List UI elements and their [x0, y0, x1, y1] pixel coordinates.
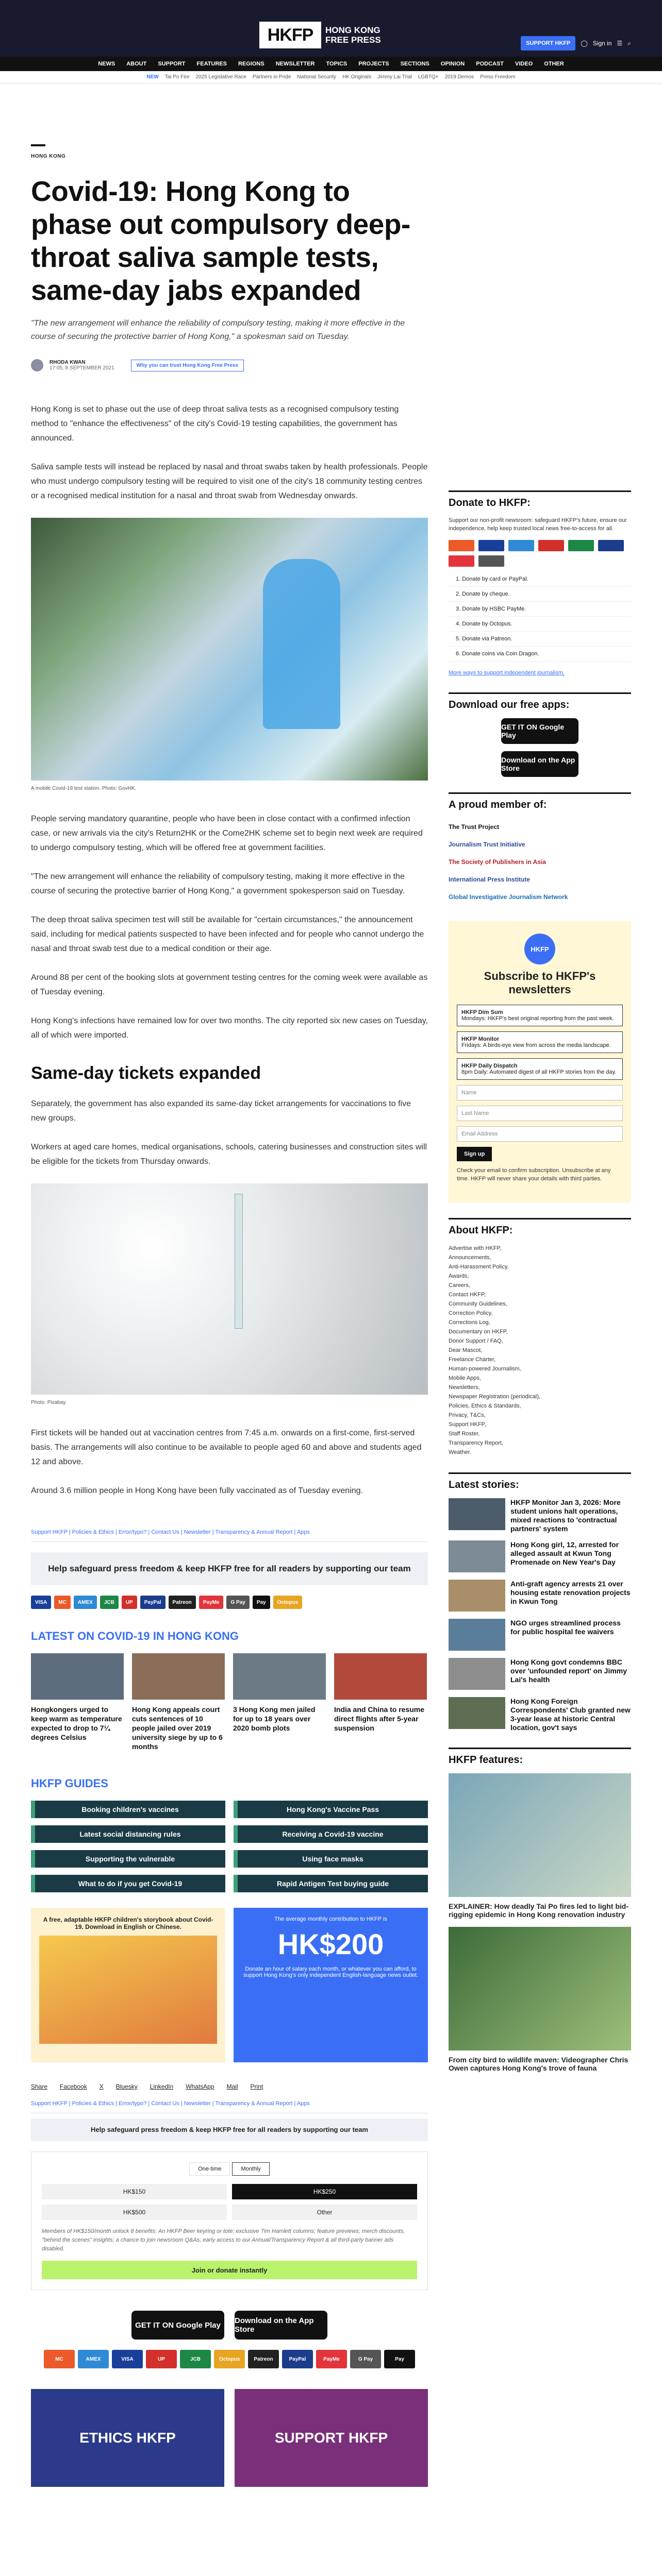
story-title[interactable]: Anti-graft agency arrests 21 over housing estate renovation projects in Kwun Tong	[510, 1580, 631, 1605]
about-link[interactable]: Documentary on HKFP,	[449, 1329, 508, 1335]
signup-note: Check your email to confirm subscription. Unsubscribe at any time. HKFP will never share your details with third parties.	[457, 1167, 611, 1182]
mastercard-icon: MC	[54, 1596, 71, 1609]
paragraph: Hong Kong is set to phase out the use of deep throat saliva tests as a recognised compulsory testing method to "enhance the effectiveness" of the city's Covid-19 testing capabilities, the government has announced.	[31, 405, 399, 443]
logo-text: HONG KONG FREE PRESS	[325, 25, 381, 45]
donate-method[interactable]: 5. Donate via Patreon.	[449, 632, 631, 647]
first-name-field[interactable]: Name	[457, 1085, 623, 1100]
app-store-buttons	[31, 2311, 428, 2340]
nav-sections[interactable]: SECTIONS	[400, 61, 429, 67]
story-thumb	[449, 1580, 505, 1612]
card-image	[31, 1653, 124, 1700]
amex-icon: AMEX	[78, 2350, 109, 2368]
support-hkfp-button[interactable]: SUPPORT HKFP	[521, 36, 575, 50]
feature-title[interactable]: EXPLAINER: How deadly Tai Po fires led to light bid-rigging epidemic in Hong Kong renovation industry	[449, 1902, 628, 1919]
story-title[interactable]: Hong Kong govt condemns BBC over 'unfounded report' on Jimmy Lai's health	[510, 1658, 627, 1684]
card-title[interactable]: India and China to resume direct flights after 5-year suspension	[334, 1705, 425, 1732]
paragraph: People serving mandatory quarantine, people who have been in close contact with a confirmed infection case, or new arrivals via the city's Return2HK or the Come2HK scheme set to begin next week are required to undergo compulsory testing, which will be offered free at government facilities.	[31, 815, 423, 852]
unionpay-icon: UP	[122, 1596, 137, 1609]
trending-link[interactable]: Tai Po Fire	[164, 74, 190, 80]
share-label: Share	[31, 2083, 48, 2090]
nav-topics[interactable]: TOPICS	[326, 61, 347, 67]
donate-method[interactable]: 3. Donate by HSBC PayMe.	[449, 602, 631, 617]
guide-button[interactable]: Rapid Antigen Test buying guide	[234, 1875, 428, 1892]
news-card[interactable]	[31, 1653, 124, 1751]
about-link[interactable]: Staff Roster,	[449, 1431, 480, 1437]
member-logo[interactable]: International Press Institute	[449, 876, 531, 883]
about-link[interactable]: Newsletters,	[449, 1384, 480, 1391]
mastercard-icon: MC	[44, 2350, 75, 2368]
nav-projects[interactable]: PROJECTS	[358, 61, 389, 67]
applepay-icon: Pay	[384, 2350, 415, 2368]
story-title[interactable]: Hong Kong girl, 12, arrested for alleged assault at Kwun Tong Promenade on New Year's Day	[510, 1540, 619, 1566]
article	[31, 83, 428, 2487]
card-title[interactable]: 3 Hong Kong men jailed for up to 18 years over 2020 bomb plots	[233, 1705, 316, 1732]
story-thumb	[449, 1540, 505, 1572]
google-play-button[interactable]	[131, 2311, 224, 2340]
share-mail[interactable]: Mail	[226, 2083, 238, 2090]
byline	[31, 359, 428, 371]
author-name[interactable]: RHODA KWAN	[49, 360, 86, 365]
paragraph: Hong Kong's infections have remained low for over two months. The city reported six new cases on Tuesday, all of which were imported.	[31, 1016, 428, 1040]
trending-link[interactable]: 2025 Legislative Race	[195, 74, 246, 80]
amount-option[interactable]: HK$150	[42, 2184, 227, 2199]
tab-one-time[interactable]: One-time	[189, 2162, 230, 2176]
applepay-icon: Pay	[253, 1596, 270, 1609]
donate-method[interactable]: 4. Donate by Octopus.	[449, 617, 631, 632]
footer-links-2[interactable]: Support HKFP | Policies & Ethics | Error/typo? | Contact Us | Newsletter | Transparency & Annual Report | Apps	[31, 2100, 428, 2113]
about-list	[449, 1244, 631, 1457]
mastercard-icon	[449, 540, 474, 551]
trending-link[interactable]: LGBTQ+	[418, 74, 439, 80]
gpay-icon: G Pay	[350, 2350, 381, 2368]
site-header	[0, 0, 662, 57]
nav-features[interactable]: FEATURES	[196, 61, 227, 67]
story-title[interactable]: HKFP Monitor Jan 3, 2026: More student unions halt operations, mixed reactions to 'contractual partners' system	[510, 1498, 621, 1533]
share-facebook[interactable]: Facebook	[60, 2083, 87, 2090]
newsletter-desc: Mondays: HKFP's best original reporting from the past week.	[461, 1015, 614, 1022]
trending-bar	[0, 71, 662, 83]
main-nav	[0, 57, 662, 71]
bottom-banners	[31, 2389, 428, 2487]
guide-button[interactable]: Using face masks	[234, 1850, 428, 1868]
app-store-button[interactable]: Download on the App Store	[501, 751, 578, 777]
logo-mark: HKFP	[259, 22, 321, 48]
donate-text[interactable]: Support our non-profit newsroom: safeguard HKFP's future, ensure our independence, help keep trusted local news free-to-access for all.	[449, 517, 627, 532]
nav-about[interactable]: ABOUT	[126, 61, 147, 67]
nav-video[interactable]: VIDEO	[515, 61, 533, 67]
trending-link[interactable]: Press Freedom	[480, 74, 516, 80]
visa-icon: VISA	[31, 1596, 51, 1609]
guides-heading: HKFP GUIDES	[31, 1777, 108, 1790]
member-title: A proud member of:	[449, 799, 547, 810]
hkfp-badge: HKFP	[524, 934, 555, 964]
paragraph: "The new arrangement will enhance the reliability of compulsory testing, making it more effective in the course of securing the protective barrier of Hong Kong," a government spokesperson said on Tuesday.	[31, 872, 405, 895]
member-logo[interactable]: The Trust Project	[449, 823, 500, 831]
guide-button[interactable]: What to do if you get Covid-19	[31, 1875, 225, 1892]
newsletter-name: HKFP Dim Sum	[461, 1009, 503, 1015]
sign-in-link[interactable]: Sign in	[592, 40, 612, 47]
about-link[interactable]: Awards,	[449, 1273, 469, 1279]
article-title: Covid-19: Hong Kong to phase out compulsory deep-throat saliva sample tests, same-day jabs expanded	[31, 175, 410, 306]
donate-section	[449, 490, 631, 677]
news-card[interactable]	[233, 1653, 326, 1751]
donate-amounts	[42, 2184, 417, 2220]
story-item[interactable]	[449, 1658, 631, 1690]
paragraph: First tickets will be handed out at vaccination centres from 7:45 a.m. onwards on a first-come, first-served basis. The arrangements will also continue to be available to people aged 60 and above and students aged 12 and above.	[31, 1429, 422, 1466]
nav-newsletter[interactable]: NEWSLETTER	[275, 61, 315, 67]
about-link[interactable]: Correction Policy,	[449, 1310, 493, 1316]
card-image	[334, 1653, 427, 1700]
about-link[interactable]: Anti-Harassment Policy,	[449, 1264, 509, 1270]
about-link[interactable]: Community Guidelines,	[449, 1301, 507, 1307]
nav-news[interactable]: NEWS	[98, 61, 115, 67]
newsletter-name: HKFP Daily Dispatch	[461, 1063, 518, 1069]
paragraph: Saliva sample tests will instead be replaced by nasal and throat swabs taken by health professionals. People who must undergo compulsory testing will be required to visit one of the city's 18 community testing centres or a recognised medical institution for a nasal and throat swab from Wednesday onwards.	[31, 463, 428, 500]
card-image	[132, 1653, 225, 1700]
ethics-banner[interactable]: ETHICS HKFP	[31, 2389, 224, 2487]
unionpay-icon	[538, 540, 564, 551]
about-link[interactable]: Announcements,	[449, 1255, 491, 1261]
octopus-icon: Octopus	[214, 2350, 245, 2368]
guide-button[interactable]: Supporting the vulnerable	[31, 1850, 225, 1868]
news-card[interactable]	[334, 1653, 427, 1751]
storybook-image	[39, 1936, 217, 2044]
about-link[interactable]: Transparency Report,	[449, 1440, 503, 1446]
paypal-icon: PayPal	[282, 2350, 313, 2368]
payme-icon: PayMe	[316, 2350, 347, 2368]
about-link[interactable]: Support HKFP,	[449, 1421, 486, 1428]
amount-option[interactable]: Other	[232, 2205, 417, 2220]
about-link[interactable]: Donor Support / FAQ,	[449, 1338, 503, 1344]
payment-icons-2	[31, 2350, 428, 2368]
menu-icon[interactable]: ☰	[617, 40, 623, 47]
nav-regions[interactable]: REGIONS	[238, 61, 264, 67]
story-thumb	[449, 1498, 505, 1530]
share-x[interactable]: X	[99, 2083, 104, 2090]
about-title: About HKFP:	[449, 1225, 513, 1236]
guide-button[interactable]: Receiving a Covid-19 vaccine	[234, 1825, 428, 1843]
about-link[interactable]: Careers,	[449, 1282, 471, 1289]
about-link[interactable]: Human-powered Journalism,	[449, 1366, 521, 1372]
jcb-icon	[568, 540, 594, 551]
jcb-icon: JCB	[180, 2350, 211, 2368]
promo-banners	[31, 1908, 428, 2062]
sidebar	[449, 83, 631, 2487]
app-store-label: Download on the App Store	[235, 2311, 327, 2340]
payme-icon: PayMe	[199, 1596, 224, 1609]
join-donate-button[interactable]: Join or donate instantly	[42, 2261, 417, 2279]
amex-icon: AMEX	[74, 1596, 97, 1609]
story-thumb	[449, 1619, 505, 1651]
about-link[interactable]: Corrections Log,	[449, 1319, 490, 1326]
story-title[interactable]: NGO urges streamlined process for public hospital fee waivers	[510, 1619, 621, 1636]
header-search-icon[interactable]: ⌕	[627, 39, 631, 47]
safeguard-banner-2[interactable]: Help safeguard press freedom & keep HKFP free for all readers by supporting our team	[31, 2119, 428, 2141]
story-title[interactable]: Hong Kong Foreign Correspondents' Club granted new 3-year lease at historic Central location, gov't says	[510, 1697, 631, 1732]
card-image	[233, 1653, 326, 1700]
contribution-amount: HK$200	[277, 1928, 384, 1960]
contribution-promo[interactable]	[234, 1908, 428, 2062]
feature-title[interactable]: From city bird to wildlife maven: Videographer Chris Owen captures Hong Kong's trove of fauna	[449, 2056, 628, 2072]
trending-link[interactable]: Jimmy Lai Trial	[377, 74, 412, 80]
about-link[interactable]: Newspaper Registration (periodical),	[449, 1394, 540, 1400]
app-store-button[interactable]	[235, 2311, 327, 2340]
newsletter-option[interactable]	[457, 1058, 623, 1080]
contribution-label: The average monthly contribution to HKFP is	[274, 1916, 387, 1922]
share-bluesky[interactable]: Bluesky	[115, 2083, 138, 2090]
donate-title: Donate to HKFP:	[449, 497, 531, 509]
apps-section	[449, 692, 631, 777]
nav-podcast[interactable]: PODCAST	[476, 61, 504, 67]
article-category[interactable]: HONG KONG	[31, 154, 66, 159]
paragraph: Around 3.6 million people in Hong Kong have been fully vaccinated as of Tuesday evening.	[31, 1486, 363, 1495]
google-play-button[interactable]: GET IT ON Google Play	[501, 718, 578, 744]
features-title: HKFP features:	[449, 1754, 523, 1766]
sidebar-payment-icons	[449, 540, 631, 567]
newsletter-name: HKFP Monitor	[461, 1036, 500, 1042]
gpay-icon	[478, 555, 504, 567]
why-trust-button[interactable]: Why you can trust Hong Kong Free Press	[131, 360, 244, 371]
donate-method[interactable]: 2. Donate by cheque.	[449, 587, 631, 602]
newsletter-signup	[449, 921, 631, 1202]
google-play-label: GET IT ON Google Play	[131, 2311, 224, 2340]
site-logo[interactable]	[259, 22, 403, 48]
payment-icons	[31, 1596, 428, 1609]
newsletter-option[interactable]	[457, 1005, 623, 1026]
newsletter-desc: Fridays: A birds-eye view from across the media landscape.	[461, 1042, 611, 1048]
about-link[interactable]: Mobile Apps,	[449, 1375, 481, 1381]
about-link[interactable]: Dear Mascot,	[449, 1347, 483, 1353]
about-link[interactable]: Weather.	[449, 1449, 471, 1455]
member-section	[449, 792, 631, 906]
latest-covid-heading[interactable]: LATEST ON COVID-19 IN HONG KONG	[31, 1630, 239, 1642]
story-item[interactable]	[449, 1580, 631, 1612]
last-name-field[interactable]: Last Name	[457, 1106, 623, 1121]
features-section	[449, 1748, 631, 2072]
apps-title: Download our free apps:	[449, 699, 570, 710]
patreon-icon: Patreon	[169, 1596, 196, 1609]
unionpay-icon: UP	[146, 2350, 177, 2368]
donate-tabs	[42, 2162, 417, 2176]
latest-covid-list	[31, 1653, 428, 1751]
guide-button[interactable]: Latest social distancing rules	[31, 1825, 225, 1843]
author-avatar	[31, 359, 43, 371]
amount-option[interactable]: HK$500	[42, 2205, 227, 2220]
new-label: NEW	[146, 74, 159, 80]
more-ways-link[interactable]: More ways to support independent journalism.	[449, 670, 565, 676]
newsletter-desc: 8pm Daily: Automated digest of all HKFP stories from the day.	[461, 1069, 617, 1075]
card-title[interactable]: Hong Kong appeals court cuts sentences of 10 people jailed over 2019 university siege by up to 6 months	[132, 1705, 223, 1751]
jcb-icon: JCB	[100, 1596, 119, 1609]
payme-icon	[449, 555, 474, 567]
testing-station-photo	[31, 518, 428, 781]
vaccine-syringe-photo	[31, 1183, 428, 1395]
guide-button[interactable]: Booking children's vaccines	[31, 1801, 225, 1818]
paypal-icon: PayPal	[140, 1596, 166, 1609]
paragraph: Separately, the government has also expanded its same-day ticket arrangements for vaccinations to five new groups.	[31, 1099, 411, 1123]
newsletter-title: Subscribe to HKFP's newsletters	[484, 970, 596, 996]
donate-note: Members of HK$150/month unlock 8 benefits: An HKFP Beer keyring or tote; exclusive Tim Hamlett columns; feature previews; merch discounts, "behind the scenes" insights; a chance to join newsroom Q&As; early access to our Annual/Transparency Report & all third-party banner ads disabled.	[42, 2228, 405, 2252]
nav-support[interactable]: SUPPORT	[158, 61, 186, 67]
story-thumb	[449, 1658, 505, 1690]
about-section	[449, 1218, 631, 1457]
tab-monthly[interactable]: Monthly	[232, 2162, 270, 2176]
paragraph: Around 88 per cent of the booking slots at government testing centres for the coming week were available as of Tuesday evening.	[31, 973, 428, 996]
nav-opinion[interactable]: OPINION	[440, 61, 465, 67]
publish-date: 17:05, 8 SEPTEMBER 2021	[49, 365, 114, 371]
email-field[interactable]: Email Address	[457, 1126, 623, 1142]
contribution-text: Donate an hour of salary each month, or whatever you can afford, to support Hong Kong's only independent English-language news outlet.	[243, 1966, 419, 1978]
sign-up-button[interactable]: Sign up	[457, 1147, 492, 1161]
article-lede: "The new arrangement will enhance the reliability of compulsory testing, making it more effective in the course of securing the protective barrier of Hong Kong," a spokesman said on Tuesday.	[31, 319, 405, 341]
section-heading: Same-day tickets expanded	[31, 1063, 261, 1083]
amex-icon	[508, 540, 534, 551]
safeguard-banner[interactable]: Help safeguard press freedom & keep HKFP free for all readers by supporting our team	[31, 1552, 428, 1585]
about-link[interactable]: Privacy, T&Cs,	[449, 1412, 486, 1418]
guides-grid	[31, 1801, 428, 1892]
trending-link[interactable]: HK Originals	[342, 74, 372, 80]
visa-icon: VISA	[112, 2350, 143, 2368]
card-title[interactable]: Hongkongers urged to keep warm as temperature expected to drop to 7¼ degrees Celsius	[31, 1705, 122, 1741]
storybook-text: A free, adaptable HKFP children's storybook about Covid-19. Download in English or Chinese.	[43, 1916, 213, 1930]
trending-link[interactable]: National Security	[297, 74, 336, 80]
about-link[interactable]: Policies, Ethics & Standards,	[449, 1403, 521, 1409]
donate-method[interactable]: 1. Donate by card or PayPal.	[449, 572, 631, 587]
about-link[interactable]: Freelance Charter,	[449, 1357, 496, 1363]
news-card[interactable]	[132, 1653, 225, 1751]
newsletter-option[interactable]	[457, 1031, 623, 1053]
nav-other[interactable]: OTHER	[544, 61, 564, 67]
article-footer-links[interactable]: Support HKFP | Policies & Ethics | Error/typo? | Contact Us | Newsletter | Transparency & Annual Report | Apps	[31, 1529, 428, 1542]
feature-image[interactable]	[449, 1773, 631, 1897]
story-item[interactable]	[449, 1619, 631, 1651]
amount-option[interactable]: HK$250	[232, 2184, 417, 2199]
trending-link[interactable]: 2019 Demos	[444, 74, 474, 80]
photo-caption: A mobile Covid-19 test station. Photo: GovHK.	[31, 786, 137, 791]
member-logo[interactable]: Journalism Trust Initiative	[449, 841, 525, 848]
feature-image[interactable]	[449, 1927, 631, 2050]
octopus-icon: Octopus	[273, 1596, 303, 1609]
latest-stories-title: Latest stories:	[449, 1479, 519, 1490]
paragraph: Workers at aged care homes, medical organisations, schools, catering businesses and construction sites will be eligible for the tickets from Thursday onwards.	[31, 1143, 427, 1166]
gpay-icon: G Pay	[226, 1596, 249, 1609]
patreon-icon: Patreon	[248, 2350, 279, 2368]
share-bar	[31, 2083, 428, 2090]
about-link[interactable]: Contact HKFP,	[449, 1292, 486, 1298]
guide-button[interactable]: Hong Kong's Vaccine Pass	[234, 1801, 428, 1818]
story-item[interactable]	[449, 1697, 631, 1732]
story-thumb	[449, 1697, 505, 1729]
story-item[interactable]	[449, 1498, 631, 1533]
paragraph: The deep throat saliva specimen test will still be available for "certain circumstances," the announcement said, including for medical patients suspected to have been infected and for people who cannot undergo the nasal and throat swab test due to a medical condition or their age.	[31, 916, 424, 953]
share-linkedin[interactable]: LinkedIn	[150, 2083, 174, 2090]
photo-caption: Photo: Pixabay.	[31, 1400, 67, 1405]
donate-widget	[31, 2151, 428, 2290]
trending-link[interactable]: Partners in Pride	[252, 74, 291, 80]
support-banner[interactable]: SUPPORT HKFP	[235, 2389, 428, 2487]
title-rule	[31, 144, 45, 146]
share-whatsapp[interactable]: WhatsApp	[186, 2083, 214, 2090]
user-icon[interactable]: ◯	[581, 40, 588, 47]
paypal-icon	[598, 540, 624, 551]
visa-icon	[478, 540, 504, 551]
latest-stories-section	[449, 1472, 631, 1732]
member-logo[interactable]: Global Investigative Journalism Network	[449, 893, 568, 901]
donate-method[interactable]: 6. Donate coins via Coin Dragon.	[449, 647, 631, 662]
member-logo[interactable]: The Society of Publishers in Asia	[449, 858, 546, 866]
about-link[interactable]: Advertise with HKFP,	[449, 1245, 502, 1251]
storybook-promo[interactable]	[31, 1908, 225, 2062]
story-item[interactable]	[449, 1540, 631, 1572]
share-print[interactable]: Print	[250, 2083, 263, 2090]
